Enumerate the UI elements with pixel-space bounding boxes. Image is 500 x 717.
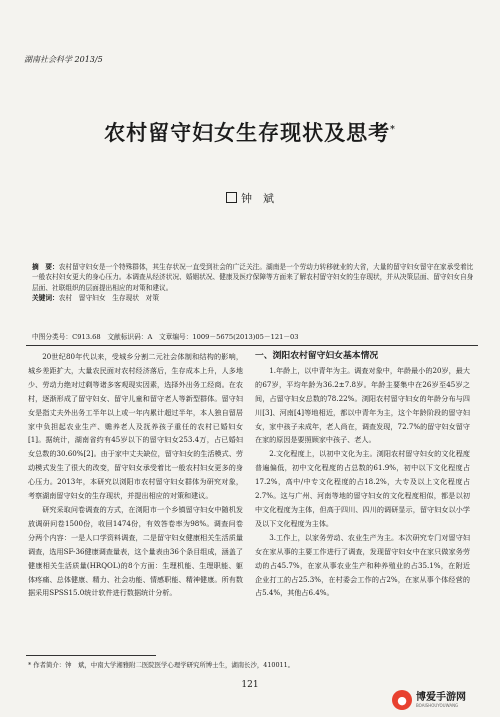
abstract-label: 摘 要： <box>32 263 59 271</box>
paragraph: 2.文化程度上，以初中文化为主。浏阳农村留守妇女的文化程度普遍偏低，初中文化程度的占总数的61.9%，初中以下文化程度占17.2%，高中/中专文化程度的占18.2%，大专及以上文化程度占2.7%。这与广州、河南等地的留守妇女的文化程度相似，都是以初中文化程度为主体，但高于四川、四川的调研显示，留守妇女以小学及以下文化程度为主体。 <box>255 449 470 528</box>
watermark-title: 博爱手游网 <box>416 691 466 703</box>
author-name: 钟 斌 <box>241 192 274 205</box>
game-controller-icon: ● <box>392 690 412 710</box>
article-title <box>0 117 500 147</box>
watermark-logo <box>392 688 496 712</box>
author-line <box>0 190 500 206</box>
right-column <box>255 350 470 600</box>
paragraph: 研究采取问卷调查的方式，在浏阳市一个乡镇留守妇女中随机发放调研问卷1500份，收回1474份，有效答卷率为98%。调查问卷分两个内容：一是人口学资料调查，二是留守妇女健康相关生活质量调查，选用SF-36健康调查量表，这个量表由36个条目组成，涵盖了健康相关生活质量(HRQOL)的8个方面：生理机能、生理职能、躯体疼痛、总体健康、精力、社会功能、情感职能、精神健康。所有数据采用SPSS15.0统计软件进行数据统计分析。 <box>28 504 243 598</box>
keywords-text: 农村 留守妇女 生存现状 对策 <box>58 294 160 303</box>
paragraph: 3.工作上，以家务劳动、农业生产为主。本次研究专门对留守妇女在家从事的主要工作进行了调查，发现留守妇女中在家只做家务劳动的占45.7%，在家从事农业生产和种养殖业的占35.1%，在附近企业打工的占25.3%，在村委会工作的占2%，在家从事个体经营的占5.4%，其他占6.4%。 <box>255 532 470 598</box>
abstract <box>32 262 474 304</box>
author-box-icon <box>226 192 237 203</box>
paragraph: 1.年龄上，以中青年为主。调查对象中，年龄最小的20岁，最大的67岁，平均年龄为36.2±7.8岁。年龄主要集中在26岁至45岁之间，占留守妇女总数的78.22%。浏阳农村留守妇女的年龄分布与四川[3]、河南[4]等地相近，都以中青年为主，这个年龄阶段的留守妇女，家中孩子未成年，老人尚在，调查发现，72.7%的留守妇女留守在家的原因是要照顾家中孩子、老人。 <box>255 365 470 445</box>
left-column <box>28 350 243 600</box>
journal-header: 湖南社会科学 2013/5 <box>24 55 103 64</box>
abstract-text: 农村留守妇女是一个特殊群体，其生存状况一直受到社会的广泛关注。湖南是一个劳动力转移就业的大省，大量的留守妇女留守在家承受着比一般农村妇女更大的身心压力。本调查从经济状况、婚姻状况、健康及医疗保障等方面来了解农村留守妇女的生存现状，并从决策层面、留守妇女自身层面、社联组织的层面提出相应的对策和建议。 <box>32 263 474 292</box>
top-divider <box>26 345 478 346</box>
page-number: 121 <box>241 680 259 690</box>
keywords-label: 关键词： <box>32 294 59 303</box>
footnote: * 作者简介：钟 斌，中南大学湘雅附二医院医学心理学研究所博士生，湖南长沙，410011。 <box>28 661 295 669</box>
paragraph: 20世纪80年代以来，受城乡分割二元社会体制和结构的影响，城乡差距扩大，大量农民面对农村经济落后，生存成本上升，人多地少、劳动力绝对过剩等诸多客观现实因素，选择外出务工经商。在农村，逐渐形成了留守妇女、留守儿童和留守老人等新型群体。留守妇女是指丈夫外出务工半年以上或一年内累计超过半年，本人独自留居家中负担起农业生产、赡养老人及抚养孩子重任的农村已婚妇女[1]。据统计，湖南省约有45岁以下的留守妇女253.4万，占已婚妇女总数的30.60%[2]。由于家中丈夫缺位，留守妇女的生活模式、劳动模式发生了很大的改变，留守妇女承受着比一般农村妇女更多的身心压力。2013年，本研究以浏阳市农村留守妇女群体为研究对象，考察湖南留守妇女的生存现状，并提出相应的对策和建议。 <box>28 352 243 501</box>
section-heading: 一、浏阳农村留守妇女基本情况 <box>255 351 379 361</box>
footnote-divider <box>26 655 156 656</box>
classification-line: 中图分类号：C913.68 文献标识码：A 文章编号：1009－5675(2013)05－121－03 <box>32 333 299 341</box>
watermark-subtitle: BOAISHOUYOUWANG <box>416 702 459 708</box>
title-footnote-mark: * <box>390 125 396 135</box>
title-text: 农村留守妇女生存现状及思考 <box>104 120 391 145</box>
